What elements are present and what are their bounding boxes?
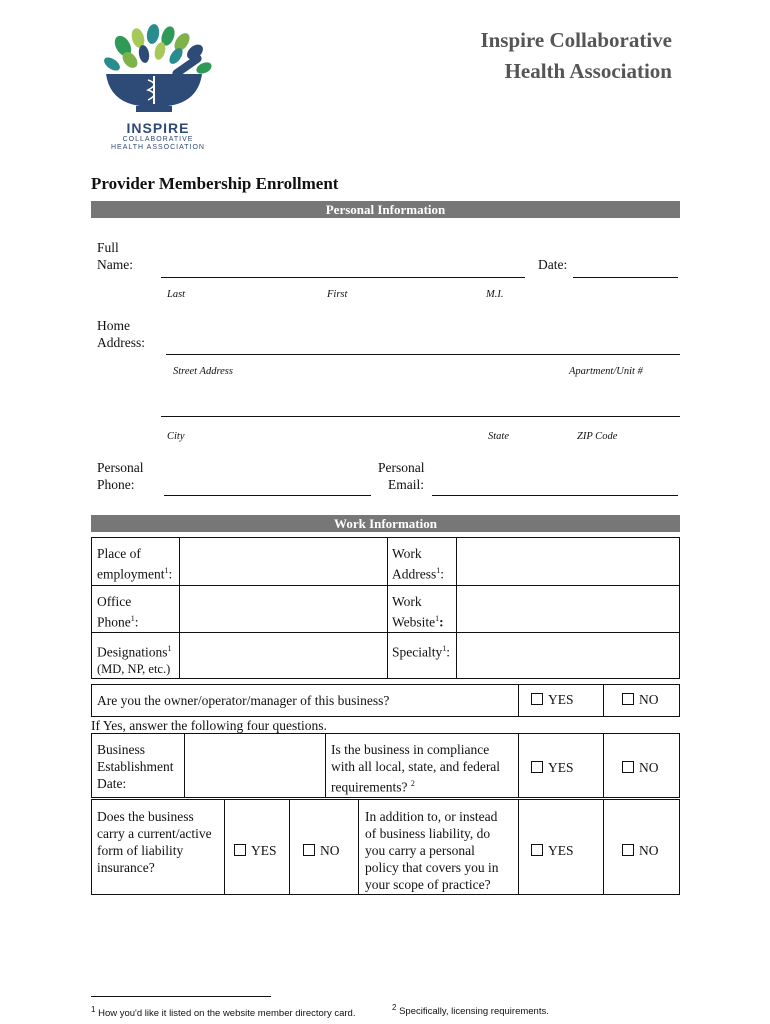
personal-email-field[interactable] (432, 495, 678, 496)
work-address-label: Work Address$^1$: (392, 546, 445, 582)
owner-yes-checkbox[interactable] (531, 693, 543, 705)
establishment-date-label: Business Establishment Date: (97, 742, 174, 791)
personal-policy-yes-option[interactable]: YES (531, 843, 574, 859)
office-phone-input[interactable] (180, 586, 386, 631)
row1-col-divider (603, 733, 604, 798)
logo-subtext-2: HEALTH ASSOCIATION (111, 144, 205, 151)
home-address-label: Home Address: (97, 318, 145, 350)
personal-policy-question-label: In addition to, or instead of business liability, do you carry a personal policy that covers you in your scope of practice? (365, 809, 499, 892)
org-name-line-2: Health Association (504, 59, 672, 83)
date-field[interactable] (573, 277, 678, 278)
establishment-date-input[interactable] (185, 734, 324, 797)
city-state-zip-field[interactable] (161, 416, 680, 417)
work-information-header: Work Information (91, 515, 680, 532)
specialty-label: Specialty$^1$: (392, 644, 451, 660)
full-name-label: Full Name: (97, 240, 133, 272)
personal-policy-no-option[interactable]: NO (622, 843, 659, 859)
liability-question-label: Does the business carry a current/active form of liability insurance? (97, 809, 212, 875)
personal-email-label: Personal Email: (378, 460, 425, 492)
org-name-line-1: Inspire Collaborative (480, 28, 672, 52)
designations-label: Designations$^1$ (MD, NP, etc.) (97, 644, 172, 676)
liability-yes-checkbox[interactable] (234, 844, 246, 856)
place-of-employment-label: Place of employment$^1$: (97, 546, 173, 582)
footnote-1: $^1$ How you'd like it listed on the website member directory card. (91, 1005, 356, 1020)
logo-subtext-1: COLLABORATIVE (122, 136, 194, 143)
personal-policy-yes-checkbox[interactable] (531, 844, 543, 856)
street-address-caption: Street Address (173, 366, 233, 377)
place-of-employment-input[interactable] (180, 538, 386, 584)
row2-col-divider (289, 799, 290, 895)
compliance-yes-option[interactable]: YES (531, 760, 574, 776)
logo (98, 24, 218, 149)
work-col-divider (387, 537, 388, 679)
personal-phone-label: Personal Phone: (97, 460, 144, 492)
office-phone-label: Office Phone$^1$: (97, 594, 139, 630)
logo-text: INSPIRE (126, 120, 190, 136)
if-yes-note: If Yes, answer the following four questions. (91, 718, 327, 733)
personal-phone-field[interactable] (164, 495, 371, 496)
form-title: Provider Membership Enrollment (91, 174, 339, 193)
work-address-input[interactable] (457, 538, 679, 584)
zip-caption: ZIP Code (577, 431, 618, 442)
last-name-caption: Last (167, 289, 186, 300)
owner-col-divider (603, 684, 604, 717)
liability-no-checkbox[interactable] (303, 844, 315, 856)
owner-question-label: Are you the owner/operator/manager of this business? (97, 693, 390, 708)
footnote-separator (91, 996, 271, 997)
compliance-no-checkbox[interactable] (622, 761, 634, 773)
compliance-yes-checkbox[interactable] (531, 761, 543, 773)
compliance-no-option[interactable]: NO (622, 760, 659, 776)
row2-col-divider (224, 799, 225, 895)
state-caption: State (488, 431, 509, 442)
liability-yes-option[interactable]: YES (234, 843, 277, 859)
personal-policy-no-checkbox[interactable] (622, 844, 634, 856)
full-name-field[interactable] (161, 277, 525, 278)
specialty-input[interactable] (457, 633, 679, 678)
first-name-caption: First (327, 289, 348, 300)
personal-information-header: Personal Information (91, 201, 680, 218)
row2-col-divider (603, 799, 604, 895)
middle-initial-caption: M.I. (486, 289, 504, 300)
apartment-caption: Apartment/Unit # (569, 366, 643, 377)
owner-col-divider (518, 684, 519, 717)
owner-yes-option[interactable]: YES (531, 692, 574, 708)
footnote-2: $^2$ Specifically, licensing requirements. (392, 1003, 549, 1018)
work-website-input[interactable] (457, 586, 679, 631)
row2-col-divider (518, 799, 519, 895)
compliance-question-label: Is the business in compliance with all local, state, and federal requirements? $^2$ (331, 742, 501, 795)
date-label: Date: (538, 257, 568, 272)
owner-no-checkbox[interactable] (622, 693, 634, 705)
street-address-field[interactable] (166, 354, 680, 355)
city-caption: City (167, 431, 185, 442)
owner-no-option[interactable]: NO (622, 692, 659, 708)
row1-col-divider (325, 733, 326, 798)
mortar-pestle-logo-icon (98, 24, 218, 116)
row2-col-divider (358, 799, 359, 895)
work-website-label: Work Website$^1$: (392, 594, 444, 630)
row1-col-divider (518, 733, 519, 798)
liability-no-option[interactable]: NO (303, 843, 340, 859)
designations-input[interactable] (180, 633, 386, 678)
